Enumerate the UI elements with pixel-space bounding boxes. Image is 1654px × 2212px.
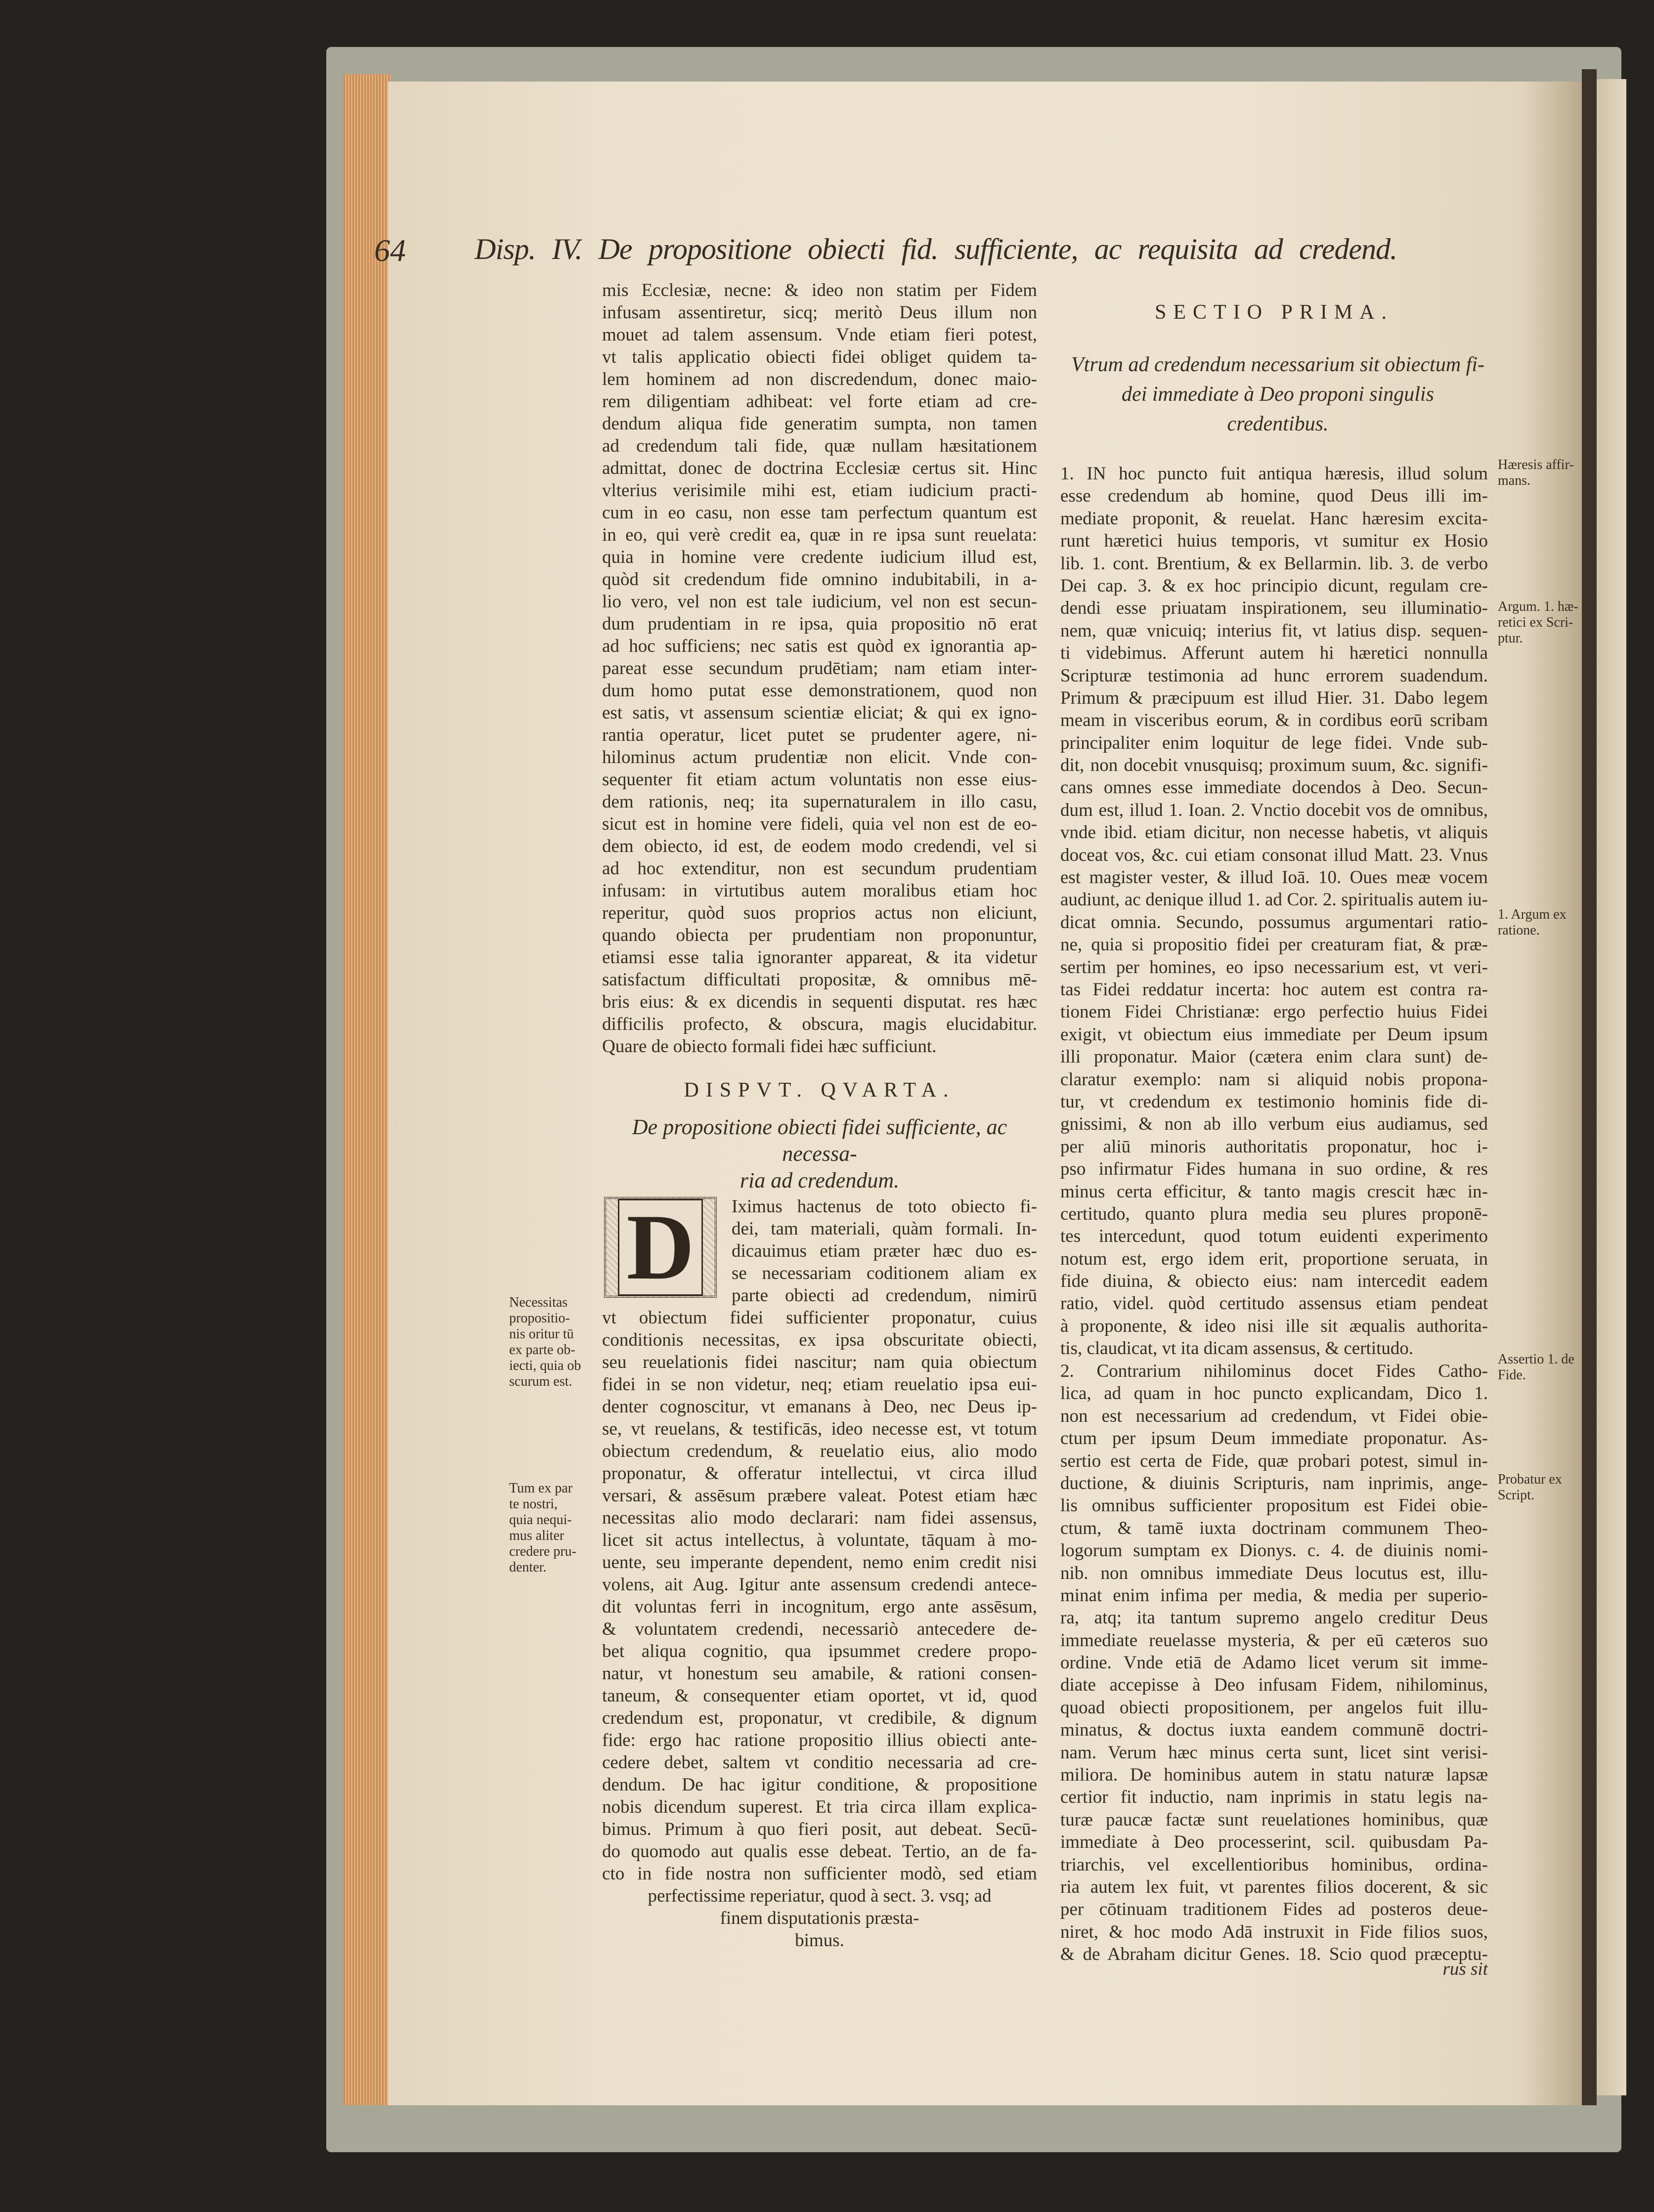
text-line: nem, quæ vnicuiq; interius fit, vt latius disp. sequen- [1060, 620, 1488, 641]
text-line: gnissimi, & non ab illo verbum eius audiamus, sed [1060, 1114, 1488, 1135]
text-line: non est necessarium ad credendum, vt Fidei obie- [1060, 1405, 1488, 1426]
text-line: ne, quia si propositio fidei per creaturam fiat, & præ- [1060, 935, 1488, 955]
text-line: miliora. De hominibus autem in statu naturæ lapsæ [1060, 1765, 1488, 1786]
text-line: conditionis necessitas, ex ipsa obscuritate obiecti, [602, 1330, 1037, 1350]
text-line: ria autem lex fuit, vt parentes filios docerent, & sic [1060, 1876, 1488, 1897]
left-column-body-text [602, 1307, 1037, 1885]
text-line: dum prudentiam in re ipsa, quia propositio nō erat [602, 614, 1037, 634]
section-title [1060, 350, 1495, 439]
text-line: nam. Verum hæc minus certa sunt, licet sint verisi- [1060, 1742, 1488, 1763]
disputation-title [602, 1114, 1037, 1194]
text-line: quoad obiecti propositionem, per angelos fuit illu- [1060, 1697, 1488, 1718]
text-line: mediate proponit, & reuelat. Hanc hæresim excita- [1060, 508, 1488, 529]
text-line: exigit, vt obiectum eius immediate per Deum ipsum [1060, 1024, 1488, 1045]
text-line: rantia operatur, licet putet se prudenter agere, ni- [602, 725, 1037, 745]
text-line: cans omnes esse immediate docendos à Deo. Secun- [1060, 777, 1488, 798]
text-line: dem rationis, neq; ita supernaturalem in illo casu, [602, 792, 1037, 812]
margin-note-line: Script. [1498, 1488, 1534, 1503]
right-column-paragraph-1 [1060, 463, 1488, 1360]
section-heading: SECTIO PRIMA. [1154, 301, 1394, 324]
text-line: obiectum credendum, & reuelatio eius, alio modo [602, 1441, 1037, 1461]
text-line: mis Ecclesiæ, necne: & ideo non statim per Fidem [602, 280, 1037, 300]
text-line: turæ paucæ factæ sunt reuelationes hominibus, quæ [1060, 1809, 1488, 1830]
text-line: & voluntatem credendi, necessariò antecedere de- [602, 1619, 1037, 1639]
margin-note-right [1498, 1352, 1582, 1383]
text-line: Quare de obiecto formali fidei hæc sufficiunt. [602, 1036, 937, 1057]
text-line: ad credendum tali fide, quæ nullam hæsitationem [602, 436, 1037, 456]
text-line: minus certa efficitur, & tanto magis crescit hæc in- [1060, 1181, 1488, 1202]
text-line: credendum est, proponatur, vt credibile, & dignum [602, 1708, 1037, 1728]
ornamental-drop-cap [604, 1197, 717, 1298]
text-line: uente, seu imperante dependent, nemo enim credit nisi [602, 1552, 1037, 1573]
margin-note-line: mans. [1498, 473, 1531, 488]
text-line: do quomodo aut qualis esse debeat. Tertio, an de fa- [602, 1841, 1037, 1862]
text-line: sertio est certa de Fide, quæ probari potest, simul in- [1060, 1450, 1488, 1471]
text-line: 1. IN hoc puncto fuit antiqua hæresis, illud solum [1060, 464, 1488, 484]
text-line: cum in eo casu, non esse tam perfectum quantum est [602, 503, 1037, 523]
text-line: bimus. [795, 1930, 844, 1951]
disputation-heading: DISPVT. QVARTA. [684, 1079, 956, 1102]
text-line: per cōtinuam traditionem Fides ad posteros deue- [1060, 1899, 1488, 1920]
text-line: dendum aliqua fide generatim sumpta, non tamen [602, 414, 1037, 434]
text-line: vlterius verisimile mihi est, etiam iudicium practi- [602, 480, 1037, 501]
text-line: nobis dicendum superest. Et tria circa illam explica- [602, 1797, 1037, 1817]
text-line: sequenter fit etiam actum voluntatis non esse eius- [602, 769, 1037, 790]
text-line: versari, & assēsum præbere valeat. Potest etiam hæc [602, 1486, 1037, 1506]
margin-note-line: Argum. 1. hæ- [1498, 599, 1578, 614]
margin-note-right [1498, 1472, 1582, 1503]
text-line: lio vero, vel non est tale iudicium, vel non est secun- [602, 592, 1037, 612]
text-line: Iximus hactenus de toto obiecto fi- [732, 1196, 1037, 1217]
text-line: logorum sumptam ex Dionys. c. 4. de diuinis nomi- [1060, 1540, 1488, 1561]
text-line: fide diuina, & obiecto eius: nam intercedit eadem [1060, 1271, 1488, 1292]
margin-note-line: Assertio 1. de [1498, 1352, 1574, 1367]
text-line: licet sit actus intellectus, à voluntate, tāquam à mo- [602, 1530, 1037, 1550]
text-line: Scripturæ testimonia ad hunc errorem suadendum. [1060, 665, 1488, 686]
margin-note-line: Probatur ex [1498, 1472, 1562, 1487]
text-line: pareat esse secundum prudētiam; nam etiam inter- [602, 658, 1037, 679]
text-line: lis omnibus sufficienter propositum est Fidei obie- [1060, 1495, 1488, 1516]
text-line: in eo, qui verè credit ea, quæ in re ipsa sunt reuelata: [602, 525, 1037, 545]
margin-note-line: denter. [509, 1560, 547, 1575]
text-line: parte obiecti ad credendum, nimirū [732, 1285, 1037, 1306]
disputation-title-line: ria ad credendum. [740, 1168, 900, 1192]
text-line: taneum, & consequenter etiam oportet, vt id, quod [602, 1686, 1037, 1706]
text-line: triarchis, vel excellentioribus hominibus, ordina- [1060, 1854, 1488, 1875]
text-line: minat enim infima per media, & media per superio- [1060, 1585, 1488, 1606]
margin-note-line: Necessitas [509, 1295, 568, 1310]
text-line: mouet ad talem assensum. Vnde etiam fieri potest, [602, 325, 1037, 345]
text-line: ductione, & diuinis Scripturis, nam inprimis, ange- [1060, 1473, 1488, 1493]
text-line: bimus. Primum à quo fieri posit, aut debeat. Secū- [602, 1819, 1037, 1839]
facing-page-edge [1597, 79, 1626, 2095]
text-line: quando obiecta per prudentiam non proponuntur, [602, 925, 1037, 945]
text-line: ad hoc sufficiens; nec satis est quòd ex ignorantia ap- [602, 636, 1037, 656]
text-line: audiunt, ac denique illud 1. ad Cor. 2. spiritualis autem iu- [1060, 890, 1488, 910]
section-title-line: credentibus. [1227, 413, 1329, 435]
right-column-paragraph-2 [1060, 1360, 1488, 1966]
text-line: tur, vt credendum ex testimonio hominis fide di- [1060, 1091, 1488, 1112]
text-line: ratio, videl. quòd certitudo assensus etiam pendeat [1060, 1293, 1488, 1314]
margin-note-right [1498, 599, 1582, 646]
text-line: est magister vester, & illud Ioā. 10. Oues meæ vocem [1060, 867, 1488, 888]
margin-note-line: Fide. [1498, 1367, 1526, 1383]
text-line: runt hæretici huius temporis, vt sumitur ex Hosio [1060, 531, 1488, 552]
text-line: dei, tam materiali, quàm formali. In- [732, 1219, 1037, 1239]
text-line: volens, ait Aug. Igitur ante assensum credendi antece- [602, 1574, 1037, 1595]
margin-note-line: 1. Argum ex [1498, 907, 1567, 922]
text-line: reperitur, quòd suos proprios actus non eliciunt, [602, 903, 1037, 923]
left-column-tail-text [602, 1885, 1037, 1952]
margin-note-left [509, 1481, 598, 1575]
text-line: infusam: in virtutibus autem moralibus etiam hoc [602, 881, 1037, 901]
text-line: Dei cap. 3. & ex hoc principio dicunt, regulam cre- [1060, 575, 1488, 596]
text-line: à proponente, & ideo nisi ille sit æqualis authorita- [1060, 1316, 1488, 1336]
text-line: fidei in se non videtur, neq; etiam reuelatio ipsa eui- [602, 1374, 1037, 1395]
text-line: dendi esse priuatam inspirationem, seu illuminatio- [1060, 598, 1488, 619]
text-line: ordine. Vnde etiā de Adamo licet verum sit imme- [1060, 1653, 1488, 1673]
text-line: dem obiecto, id est, de eodem modo credendi, vel si [602, 836, 1037, 856]
margin-note-right [1498, 457, 1582, 489]
text-line: vnde ibid. etiam dicitur, non necesse habetis, vt aliquis [1060, 822, 1488, 843]
text-line: certior fit inductio, nam inprimis in statu legis na- [1060, 1787, 1488, 1808]
text-line: cto in fide nostra non sufficienter modò, sed etiam [602, 1864, 1037, 1884]
text-line: se necessariam coditionem aliam ex [732, 1263, 1037, 1283]
disputation-title-line: De propositione obiecti fidei sufficiente, ac necessa- [632, 1115, 1007, 1166]
margin-note-line: ex parte ob- [509, 1342, 575, 1358]
left-column-top-text [602, 279, 1037, 1058]
margin-note-line: scurum est. [509, 1374, 572, 1389]
drop-cap-letter: D [618, 1199, 702, 1296]
text-line: fide: ergo hac ratione propositio illius obiecti ante- [602, 1730, 1037, 1750]
text-line: & de Abraham dicitur Genes. 18. Scio quod præceptu- [1060, 1944, 1488, 1965]
margin-note-line: iecti, quia ob [509, 1358, 581, 1373]
text-line: necessitas alio modo declarari: nam fidei assensus, [602, 1508, 1037, 1528]
text-line: difficilis profecto, & obscura, magis elucidabitur. [602, 1014, 1037, 1034]
text-line: admittat, donec de doctrina Ecclesiæ certus sit. Hinc [602, 458, 1037, 478]
text-line: diate accepisse à Deo infusam Fidem, nihilominus, [1060, 1675, 1488, 1696]
text-line: satisfactum difficultati propositæ, & omnibus mē- [602, 970, 1037, 990]
text-line: quòd sit credendum fide omnino indubitabili, in a- [602, 569, 1037, 590]
text-line: minatus, & doctus iuxta eandem communē doctri- [1060, 1720, 1488, 1741]
text-line: ad hoc extenditur, non est secundum prudentiam [602, 858, 1037, 879]
text-line: lica, ad quam in hoc puncto explicandam, Dico 1. [1060, 1383, 1488, 1404]
page-number: 64 [374, 233, 406, 268]
text-line: illi proponatur. Maior (cætera enim clara sunt) de- [1060, 1047, 1488, 1067]
text-line: lib. 1. cont. Brentium, & ex Bellarmin. lib. 3. de verbo [1060, 553, 1488, 574]
text-line: infusam assentiretur, sicq; meritò Deus illum non [602, 302, 1037, 323]
text-line: principaliter enim loquitur de lege fidei. Vnde sub- [1060, 732, 1488, 753]
text-line: dum homo putat esse demonstrationem, quod non [602, 681, 1037, 701]
margin-note-line: quia nequi- [509, 1512, 572, 1528]
page-edges [344, 74, 391, 2105]
section-title-line: Vtrum ad credendum necessarium sit obiectum fi- [1071, 353, 1484, 376]
text-line: tas Fidei reddatur incerta: hoc autem est contra ra- [1060, 979, 1488, 1000]
text-line: dit, non docebit vnusquisq; proximum suum, &c. signifi- [1060, 755, 1488, 776]
text-line: natur, vt honestum seu amabile, & rationi consen- [602, 1663, 1037, 1684]
text-line: ra, atq; ita tantum supremo angelo creditur Deus [1060, 1608, 1488, 1628]
text-line: notum est, ergo idem erit, proportione seruata, in [1060, 1248, 1488, 1269]
text-line: pso infirmatur Fides humana in suo ordine, & res [1060, 1159, 1488, 1180]
text-line: tes intercedunt, quod totum euidenti experimento [1060, 1226, 1488, 1247]
text-line: per aliū minoris authoritatis proponatur, hoc i- [1060, 1136, 1488, 1157]
margin-note-line: te nostri, [509, 1496, 558, 1512]
text-line: 2. Contrarium nihilominus docet Fides Catho- [1060, 1361, 1488, 1381]
margin-note-line: mus aliter [509, 1528, 565, 1543]
margin-note-line: ratione. [1498, 923, 1540, 938]
catchword [1060, 1958, 1488, 1980]
text-line: tis, claudicat, vt ita dicam assensus, & certitudo. [1060, 1338, 1414, 1359]
text-line: cedere debet, saltem vt conditio necessaria ad cre- [602, 1752, 1037, 1773]
text-line: ctum, & tamē iuxta doctrinam communem Theo- [1060, 1518, 1488, 1538]
text-line: hilominus actum prudentiæ non elicit. Vnde con- [602, 747, 1037, 767]
text-line: nib. non omnibus immediate Deus locutus est, illu- [1060, 1563, 1488, 1583]
margin-note-line: Hæresis affir- [1498, 457, 1574, 472]
text-line: etiamsi esse talia ignoranter appareat, & ita videtur [602, 947, 1037, 968]
text-line: proponatur, & offeratur intellectui, vt circa illud [602, 1463, 1037, 1484]
margin-note-line: propositio- [509, 1311, 570, 1326]
section-title-line: dei immediate à Deo proponi singulis [1122, 383, 1434, 406]
text-line: niret, & hoc modo Adā instruxit in Fide filios suos, [1060, 1921, 1488, 1942]
margin-note-line: retici ex Scri- [1498, 615, 1573, 630]
running-title: Disp. IV. De propositione obiecti fid. sufficiente, ac requisita ad credend. [475, 233, 1397, 265]
text-line: immediate à Deo processerint, scil. quibusdam Pa- [1060, 1832, 1488, 1853]
text-line: rem diligentiam adhibeat: vel forte etiam ad cre- [602, 391, 1037, 412]
text-line: tionem Fidei Christianæ: ergo perfectio huius Fidei [1060, 1002, 1488, 1022]
margin-note-line: Tum ex par [509, 1481, 573, 1496]
text-line: dicauimus etiam præter hæc duo es- [732, 1241, 1037, 1261]
catchword-text: rus sit [1442, 1959, 1488, 1979]
text-line: denter cognoscitur, vt emanans à Deo, nec Deus ip- [602, 1397, 1037, 1417]
margin-note-line: ptur. [1498, 631, 1523, 646]
text-line: se, vt reuelans, & testificās, ideo necesse est, vt totum [602, 1419, 1037, 1439]
text-line: vt talis applicatio obiecti fidei obliget quidem ta- [602, 347, 1037, 367]
text-line: bris eius: & ex dicendis in sequenti disputat. res hæc [602, 992, 1037, 1012]
text-line: perfectissime reperiatur, quod à sect. 3. vsq; ad [648, 1886, 992, 1906]
text-line: Primum & præcipuum est illud Hier. 31. Dabo legem [1060, 687, 1488, 708]
text-line: est satis, vt assensum scientiæ eliciat; & qui ex igno- [602, 703, 1037, 723]
text-line: doceat vos, &c. cui etiam consonat illud Matt. 23. Vnus [1060, 845, 1488, 865]
text-line: quia in homine vere credente iudicium illud est, [602, 547, 1037, 567]
text-line: seu reuelationis fidei nascitur; nam quia obiectum [602, 1352, 1037, 1372]
text-line: certitudo, quanto plura media seu plures proponē- [1060, 1203, 1488, 1224]
text-line: esse credendum ab homine, quod Deus illi im- [1060, 486, 1488, 507]
text-line: finem disputationis præsta- [720, 1908, 919, 1928]
text-line: vt obiectum fidei sufficienter proponatur, cuius [602, 1308, 1037, 1328]
text-line: dicat omnia. Secundo, possumus argumentari ratio- [1060, 912, 1488, 933]
text-line: lem hominem ad non discredendum, donec maio- [602, 369, 1037, 389]
margin-note-right [1498, 907, 1582, 938]
text-line: claratur exemplo: nam si aliquid nobis propona- [1060, 1069, 1488, 1090]
text-line: immediate reuelasse mysteria, & per eū cæteros suo [1060, 1630, 1488, 1651]
margin-note-line: credere pru- [509, 1544, 577, 1559]
drop-cap-text [732, 1195, 1037, 1307]
text-line: ctum per ipsum Deum immediate proponatur. As- [1060, 1428, 1488, 1449]
text-line: dendum. De hac igitur conditione, & propositione [602, 1775, 1037, 1795]
text-line: bet aliqua cognitio, qua ipsummet credere propo- [602, 1641, 1037, 1661]
text-line: ti videbimus. Afferunt autem hi hæretici nonnulla [1060, 643, 1488, 664]
book-gutter [1582, 69, 1597, 2105]
margin-note-left [509, 1295, 598, 1390]
margin-note-line: nis oritur tū [509, 1326, 574, 1342]
text-line: sicut est in homine vere fideli, quia vel non est de eo- [602, 814, 1037, 834]
text-line: dum est, illud 1. Ioan. 2. Vnctio docebit vos de omnibus, [1060, 800, 1488, 820]
text-line: meam in visceribus eorum, & in cordibus eorū scribam [1060, 710, 1488, 731]
text-line: dit voluntas ferri in incognitum, ergo ante assēsum, [602, 1597, 1037, 1617]
text-line: sertim per homines, eo ipso necessarium est, vt veri- [1060, 957, 1488, 978]
